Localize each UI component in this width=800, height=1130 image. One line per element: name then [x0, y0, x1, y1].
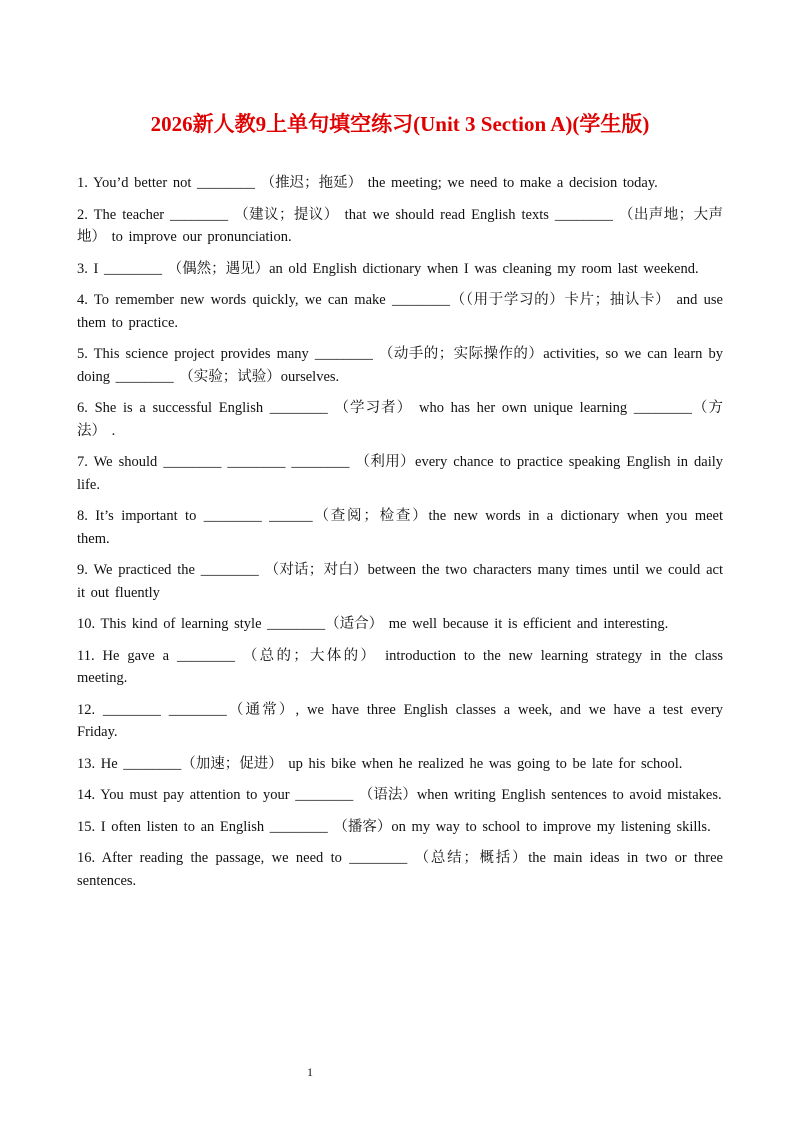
question-item: 15. I often listen to an English ________ （播客）on my way to school to improve my listening skills.: [77, 818, 711, 835]
question-item: 5. This science project provides many ________ （动手的；实际操作的）activities, so we can learn by doing ________ （实验；试验）ourselves.: [77, 346, 723, 385]
page-number: 1: [307, 1065, 313, 1079]
page-title: 2026新人教9上单句填空练习(Unit 3 Section A)(学生版): [150, 112, 650, 136]
question-item: 9. We practiced the ________ （对话；对白）between the two characters many times until we could act it out fluently: [77, 562, 723, 601]
question-item: 2. The teacher ________ （建议；提议） that we should read English texts ________ （出声地；大声地） to improve our pronunciation.: [77, 206, 723, 245]
question-item: 12. ________ ________（通常）, we have three English classes a week, and we have a test every Friday.: [77, 701, 723, 740]
question-item: 4. To remember new words quickly, we can make ________（（用于学习的）卡片；抽认卡） and use them to practice.: [77, 292, 723, 331]
question-item: 6. She is a successful English ________ （学习者） who has her own unique learning ________（方法） .: [77, 400, 723, 439]
question-item: 13. He ________（加速；促进） up his bike when he realized he was going to be late for school.: [77, 755, 683, 772]
question-item: 14. You must pay attention to your ________ （语法）when writing English sentences to avoid mistakes.: [77, 787, 722, 803]
question-list: [77, 172, 723, 901]
question-item: 11. He gave a ________ （总的；大体的） introduction to the new learning strategy in the class meeting.: [77, 647, 723, 686]
question-item: 8. It’s important to ________ ______（查阅；检查）the new words in a dictionary when you meet them.: [77, 508, 723, 547]
question-item: 3. I ________ （偶然；遇见）an old English dictionary when I was cleaning my room last weekend.: [77, 260, 699, 277]
question-item: 7. We should ________ ________ ________ （利用）every chance to practice speaking English in daily life.: [77, 454, 723, 493]
question-item: 10. This kind of learning style ________（适合） me well because it is efficient and interesting.: [77, 616, 669, 632]
question-item: 1. You’d better not ________ （推迟；拖延） the meeting; we need to make a decision today.: [77, 175, 658, 191]
question-item: 16. After reading the passage, we need to ________ （总结；概括）the main ideas in two or three sentences.: [77, 850, 723, 889]
